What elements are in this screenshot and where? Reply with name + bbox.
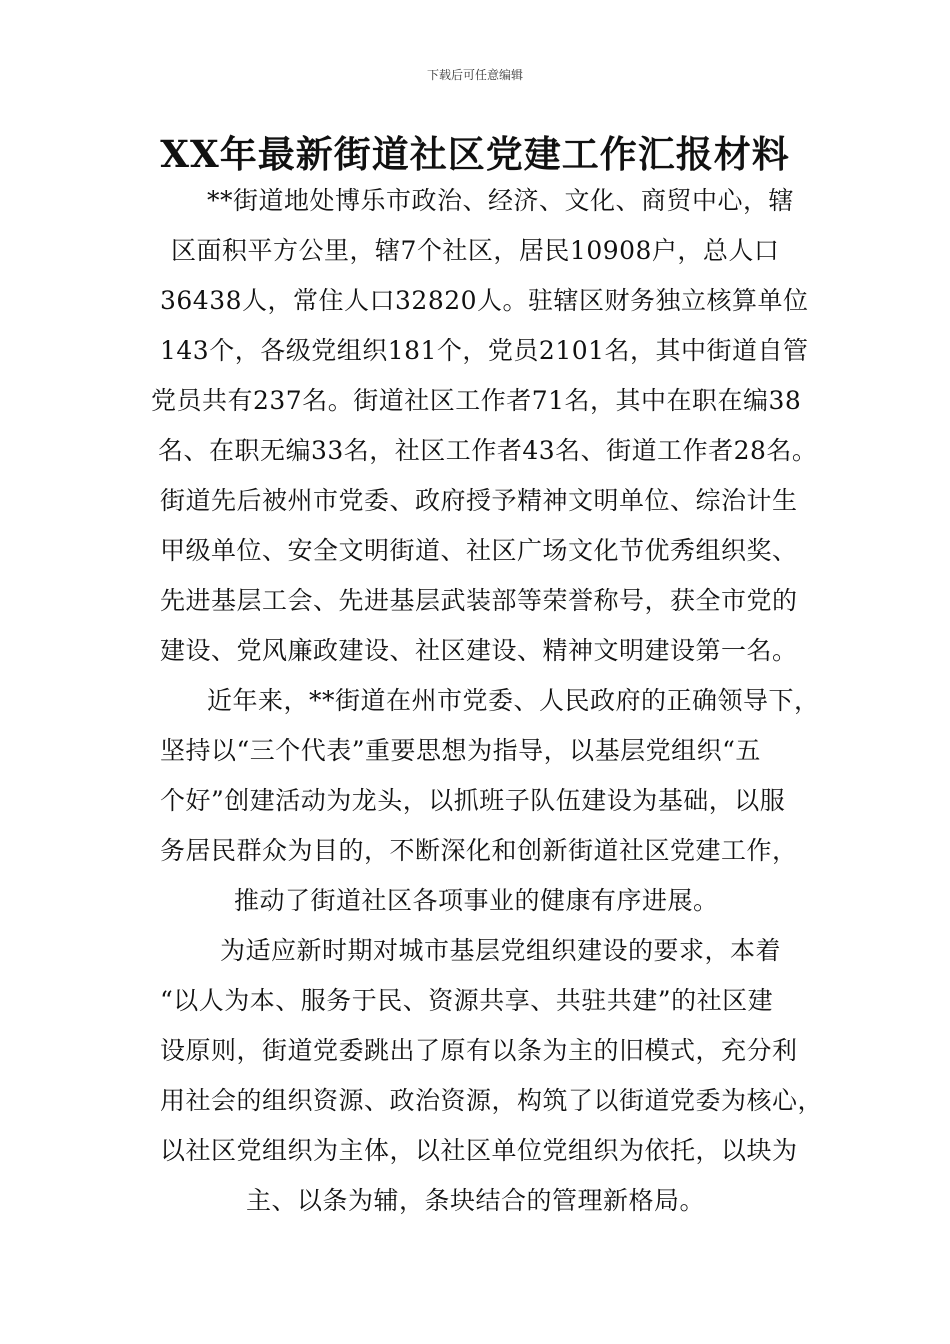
body-line: 坚持以“三个代表”重要思想为指导，以基层党组织“五 <box>160 736 761 765</box>
document-title: XX年最新街道社区党建工作汇报材料 <box>160 132 790 176</box>
body-line: 务居民群众为目的，不断深化和创新街道社区党建工作， <box>160 836 798 865</box>
body-line: 主、以条为辅，条块结合的管理新格局。 <box>246 1186 706 1215</box>
body-line: 近年来，**街道在州市党委、人民政府的正确领导下， <box>207 686 820 715</box>
body-line: 143个，各级党组织181个，党员2101名，其中街道自管 <box>160 336 809 365</box>
body-line: 用社会的组织资源、政治资源，构筑了以街道党委为核心， <box>160 1086 824 1115</box>
body-line: 街道先后被州市党委、政府授予精神文明单位、综治计生 <box>160 486 798 515</box>
body-line: 推动了街道社区各项事业的健康有序进展。 <box>234 886 719 915</box>
body-line: 名、在职无编33名，社区工作者43名、街道工作者28名。 <box>158 436 818 465</box>
body-line: 36438人，常住人口32820人。驻辖区财务独立核算单位 <box>160 286 809 315</box>
body-line: 先进基层工会、先进基层武装部等荣誉称号，获全市党的 <box>160 586 798 615</box>
body-line: 建设、党风廉政建设、社区建设、精神文明建设第一名。 <box>160 636 798 665</box>
header-note: 下载后可任意编辑 <box>426 68 523 82</box>
body-line: 以社区党组织为主体，以社区单位党组织为依托，以块为 <box>160 1136 798 1165</box>
body-line: **街道地处博乐市政治、经济、文化、商贸中心，辖 <box>207 186 795 215</box>
body-line: “以人为本、服务于民、资源共享、共驻共建”的社区建 <box>160 986 774 1015</box>
body-line: 甲级单位、安全文明街道、社区广场文化节优秀组织奖、 <box>160 536 798 565</box>
body-line: 为适应新时期对城市基层党组织建设的要求，本着 <box>220 936 782 965</box>
body-line: 党员共有237名。街道社区工作者71名，其中在职在编38 <box>151 386 802 415</box>
body-line: 设原则，街道党委跳出了原有以条为主的旧模式，充分利 <box>160 1036 798 1065</box>
body-line: 区面积平方公里，辖7个社区，居民10908户，总人口 <box>171 236 780 265</box>
body-line: 个好”创建活动为龙头，以抓班子队伍建设为基础，以服 <box>160 786 786 815</box>
